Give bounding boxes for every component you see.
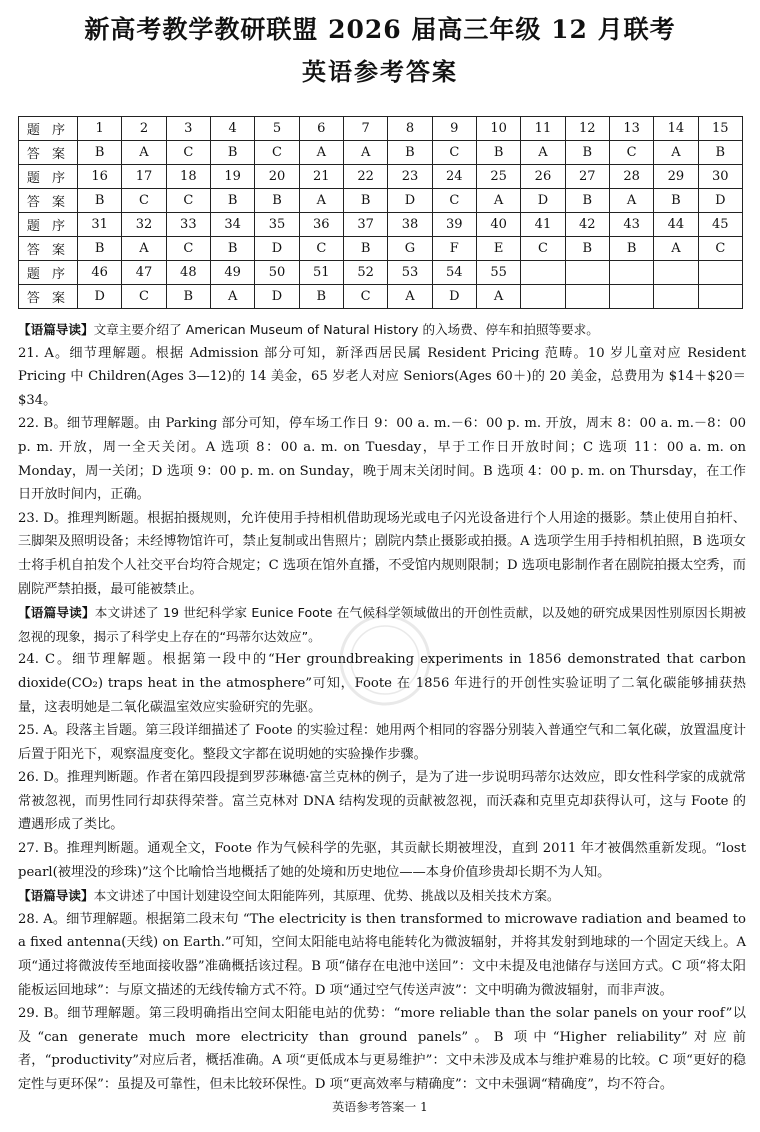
answer-explanation: 22. B。细节理解题。由 Parking 部分可知，停车场工作日 9：00 a. m.－6：00 p. m. 开放，周末 8：00 a. m.－8：00 p. m. 开放，周一全天关闭。A 选项 8：00 a. m. on Tuesday，早于工作日开放时间；C 选项 11：00 a. m. on Monday，周一关闭；D 选项 9：00 p. m. on Sunday，晚于周末关闭时间。B 选项 4：00 p. m. on Thursday，在工作日开放时间内，正确。 bbox=[18, 416, 746, 503]
question-row bbox=[19, 213, 743, 237]
question-number-cell: 10 bbox=[476, 117, 520, 141]
reading-guide-text: 本文讲述了中国计划建设空间太阳能阵列，其原理、优势、挑战以及相关技术方案。 bbox=[93, 888, 560, 904]
answer-cell: C bbox=[609, 141, 653, 165]
reading-guide-tag: 【语篇导读】 bbox=[18, 888, 94, 904]
question-row bbox=[19, 117, 743, 141]
reading-guide-text: 本文讲述了 19 世纪科学家 Eunice Foote 在气候科学领域做出的开创性贡献，以及她的研究成果因性别原因长期被忽视的现象，揭示了科学史上存在的“玛蒂尔达效应”。 bbox=[18, 605, 747, 644]
question-number-cell: 18 bbox=[166, 165, 210, 189]
question-number-cell: 2 bbox=[122, 117, 166, 141]
question-number-cell: 11 bbox=[521, 117, 565, 141]
question-number-cell: 44 bbox=[654, 213, 698, 237]
answer-cell: B bbox=[210, 141, 254, 165]
question-number-cell: 50 bbox=[255, 261, 299, 285]
question-number-cell bbox=[654, 261, 698, 285]
question-number-cell: 21 bbox=[299, 165, 343, 189]
question-number-cell: 34 bbox=[210, 213, 254, 237]
question-number-label: 题 序 bbox=[19, 117, 78, 141]
answer-cell: C bbox=[166, 189, 210, 213]
question-number-cell: 43 bbox=[609, 213, 653, 237]
question-number-cell: 19 bbox=[210, 165, 254, 189]
answer-cell: C bbox=[166, 237, 210, 261]
answer-cell bbox=[698, 285, 742, 309]
answer-cell: E bbox=[476, 237, 520, 261]
answer-cell: A bbox=[609, 189, 653, 213]
question-number-cell: 25 bbox=[476, 165, 520, 189]
answer-cell: C bbox=[343, 285, 387, 309]
answer-cell: B bbox=[299, 285, 343, 309]
answer-cell: D bbox=[698, 189, 742, 213]
answer-cell bbox=[654, 285, 698, 309]
answer-cell: B bbox=[78, 189, 122, 213]
question-number-cell: 54 bbox=[432, 261, 476, 285]
answer-cell: D bbox=[255, 285, 299, 309]
answer-cell: G bbox=[388, 237, 432, 261]
question-number-cell: 20 bbox=[255, 165, 299, 189]
answer-label: 答 案 bbox=[19, 141, 78, 165]
answer-cell: B bbox=[343, 237, 387, 261]
answer-cell: B bbox=[343, 189, 387, 213]
answer-cell: C bbox=[432, 141, 476, 165]
question-number-cell bbox=[565, 261, 609, 285]
question-number-cell: 55 bbox=[476, 261, 520, 285]
question-number-cell: 4 bbox=[210, 117, 254, 141]
question-number-cell: 32 bbox=[122, 213, 166, 237]
question-number-cell: 46 bbox=[78, 261, 122, 285]
question-number-cell bbox=[521, 261, 565, 285]
question-number-cell: 33 bbox=[166, 213, 210, 237]
answer-cell: A bbox=[654, 237, 698, 261]
question-number-cell: 26 bbox=[521, 165, 565, 189]
answer-cell: A bbox=[210, 285, 254, 309]
question-number-cell: 24 bbox=[432, 165, 476, 189]
answer-cell bbox=[609, 285, 653, 309]
question-number-cell: 8 bbox=[388, 117, 432, 141]
question-number-cell: 31 bbox=[78, 213, 122, 237]
question-number-cell: 37 bbox=[343, 213, 387, 237]
page-subtitle: 英语参考答案 bbox=[302, 58, 458, 86]
answer-cell: C bbox=[432, 189, 476, 213]
answer-cell: C bbox=[122, 189, 166, 213]
question-number-cell: 41 bbox=[521, 213, 565, 237]
question-number-cell bbox=[698, 261, 742, 285]
question-number-cell: 6 bbox=[299, 117, 343, 141]
question-number-cell: 49 bbox=[210, 261, 254, 285]
question-number-cell: 17 bbox=[122, 165, 166, 189]
question-number-cell: 42 bbox=[565, 213, 609, 237]
question-number-cell: 39 bbox=[432, 213, 476, 237]
question-number-cell: 22 bbox=[343, 165, 387, 189]
answer-cell: A bbox=[343, 141, 387, 165]
answer-cell: C bbox=[255, 141, 299, 165]
question-number-cell: 16 bbox=[78, 165, 122, 189]
question-number-cell: 13 bbox=[609, 117, 653, 141]
question-number-cell: 15 bbox=[698, 117, 742, 141]
question-number-cell: 29 bbox=[654, 165, 698, 189]
reading-guide bbox=[18, 601, 746, 648]
reading-guide bbox=[18, 884, 746, 908]
answer-row bbox=[19, 285, 743, 309]
answer-cell: B bbox=[698, 141, 742, 165]
question-number-cell: 36 bbox=[299, 213, 343, 237]
question-row bbox=[19, 261, 743, 285]
reading-guide-text: 文章主要介绍了 American Museum of Natural History 的入场费、停车和拍照等要求。 bbox=[93, 322, 599, 337]
answer-cell: C bbox=[122, 285, 166, 309]
answer-cell: B bbox=[210, 189, 254, 213]
answer-explanation: 24. C。细节理解题。根据第一段中的“Her groundbreaking experiments in 1856 demonstrated that carbon dioxide(CO₂) traps heat in the atmosphere”可知，Foote 在 1856 年进行的开创性实验证明了二氧化碳能够捕获热量，这表明她是二氧化碳温室效应实验研究的先驱。 bbox=[18, 652, 746, 715]
answer-cell bbox=[521, 285, 565, 309]
question-number-cell: 9 bbox=[432, 117, 476, 141]
answer-cell: B bbox=[78, 141, 122, 165]
explanation-text bbox=[18, 318, 746, 1097]
answer-cell: C bbox=[698, 237, 742, 261]
question-number-cell: 28 bbox=[609, 165, 653, 189]
answer-cell: D bbox=[521, 189, 565, 213]
answer-explanation: 29. B。细节理解题。第三段明确指出空间太阳能电站的优势：“more reliable than the solar panels on your roof”以及“can generate much more electricity than ground panels”。B 项中“Higher reliability”对应前者，“productivity”对应后者，概括准确。A 项“更低成本与更易维护”：文中未涉及成本与维护难易的比较。C 项“更好的稳定性与更环保”：虽提及可靠性，但未比较环保性。D 项“更高效率与精确度”：文中未强调“精确度”，均不符合。 bbox=[18, 1006, 746, 1092]
answer-cell: C bbox=[166, 141, 210, 165]
answer-row bbox=[19, 141, 743, 165]
answer-cell: B bbox=[255, 189, 299, 213]
answer-cell: A bbox=[388, 285, 432, 309]
answer-cell: B bbox=[388, 141, 432, 165]
question-row bbox=[19, 165, 743, 189]
answer-table bbox=[18, 116, 743, 309]
answer-cell: A bbox=[122, 237, 166, 261]
answer-cell: D bbox=[78, 285, 122, 309]
question-number-label: 题 序 bbox=[19, 165, 78, 189]
answer-explanation: 28. A。细节理解题。根据第二段末句 “The electricity is then transformed to microwave radiation and beamed to a fixed antenna(天线) on Earth.”可知，空间太阳能电站将电能转化为微波辐射，并将其发射到地球的一个固定天线上。A 项“通过将微波传至地面接收器”准确概括该过程。B 项“储存在电池中送回”：文中未提及电池储存与送回方式。C 项“将太阳能板运回地球”：与原文描述的无线传输方式不符。D 项“通过空气传送声波”：文中明确为微波辐射，而非声波。 bbox=[18, 911, 746, 998]
answer-cell: B bbox=[565, 141, 609, 165]
answer-cell: D bbox=[255, 237, 299, 261]
question-number-cell bbox=[609, 261, 653, 285]
question-number-cell: 45 bbox=[698, 213, 742, 237]
reading-guide-tag: 【语篇导读】 bbox=[18, 605, 95, 621]
question-number-cell: 12 bbox=[565, 117, 609, 141]
question-number-label: 题 序 bbox=[19, 261, 78, 285]
answer-cell: A bbox=[476, 189, 520, 213]
question-number-cell: 47 bbox=[122, 261, 166, 285]
question-number-cell: 53 bbox=[388, 261, 432, 285]
question-number-cell: 35 bbox=[255, 213, 299, 237]
answer-cell: A bbox=[654, 141, 698, 165]
answer-label: 答 案 bbox=[19, 189, 78, 213]
question-number-cell: 51 bbox=[299, 261, 343, 285]
answer-explanation: 23. D。推理判断题。根据拍摄规则，允许使用手持相机借助现场光或电子闪光设备进行个人用途的摄影。禁止使用自拍杆、三脚架及照明设备；未经博物馆许可，禁止复制或出售照片；剧院内禁止摄影或拍摄。A 选项学生用手持相机拍照，B 选项女士将手机自拍发个人社交平台均符合规定；C 选项在馆外直播，不受馆内规则限制；D 选项电影制作者在剧院拍摄太空秀，而剧院严禁拍摄，最可能被禁止。 bbox=[18, 510, 746, 597]
answer-cell: B bbox=[609, 237, 653, 261]
answer-label: 答 案 bbox=[19, 285, 78, 309]
answer-cell bbox=[565, 285, 609, 309]
answer-row bbox=[19, 237, 743, 261]
answer-cell: B bbox=[476, 141, 520, 165]
answer-cell: A bbox=[476, 285, 520, 309]
answer-cell: B bbox=[210, 237, 254, 261]
answer-explanation: 27. B。推理判断题。通观全文，Foote 作为气候科学的先驱，其贡献长期被埋没，直到 2011 年才被偶然重新发现。“lost pearl(被埋没的珍珠)”这个比喻恰当地概括了她的处境和历史地位——本身价值珍贵却长期不为人知。 bbox=[18, 841, 746, 880]
answer-cell: B bbox=[565, 189, 609, 213]
answer-explanation: 21. A。细节理解题。根据 Admission 部分可知，新泽西居民属 Resident Pricing 范畴。10 岁儿童对应 Resident Pricing 中 Children(Ages 3—12)的 14 美金，65 岁老人对应 Seniors(Ages 60＋)的 20 美金，总费用为 $14＋$20＝$34。 bbox=[18, 345, 746, 408]
reading-guide bbox=[18, 318, 746, 342]
answer-cell: C bbox=[299, 237, 343, 261]
answer-cell: D bbox=[388, 189, 432, 213]
question-number-cell: 23 bbox=[388, 165, 432, 189]
answer-cell: D bbox=[432, 285, 476, 309]
answer-cell: B bbox=[78, 237, 122, 261]
question-number-cell: 52 bbox=[343, 261, 387, 285]
question-number-cell: 38 bbox=[388, 213, 432, 237]
answer-label: 答 案 bbox=[19, 237, 78, 261]
answer-cell: B bbox=[654, 189, 698, 213]
answer-cell: A bbox=[521, 141, 565, 165]
answer-row bbox=[19, 189, 743, 213]
answer-cell: A bbox=[122, 141, 166, 165]
question-number-cell: 30 bbox=[698, 165, 742, 189]
answer-cell: B bbox=[166, 285, 210, 309]
reading-guide-tag: 【语篇导读】 bbox=[18, 322, 94, 337]
page-footer: 英语参考答案一 1 bbox=[332, 1100, 428, 1114]
question-number-cell: 1 bbox=[78, 117, 122, 141]
answer-cell: C bbox=[521, 237, 565, 261]
question-number-cell: 48 bbox=[166, 261, 210, 285]
question-number-cell: 27 bbox=[565, 165, 609, 189]
page-title: 新高考教学教研联盟 2026 届高三年级 12 月联考 bbox=[84, 15, 676, 44]
question-number-cell: 3 bbox=[166, 117, 210, 141]
answer-cell: A bbox=[299, 141, 343, 165]
answer-cell: A bbox=[299, 189, 343, 213]
question-number-label: 题 序 bbox=[19, 213, 78, 237]
question-number-cell: 40 bbox=[476, 213, 520, 237]
question-number-cell: 14 bbox=[654, 117, 698, 141]
question-number-cell: 7 bbox=[343, 117, 387, 141]
answer-explanation: 26. D。推理判断题。作者在第四段提到罗莎琳德·富兰克林的例子，是为了进一步说明玛蒂尔达效应，即女性科学家的成就常常被忽视，而男性同行却获得荣誉。富兰克林对 DNA 结构发现的贡献被忽视，而沃森和克里克却获得认可，这与 Foote 的遭遇形成了类比。 bbox=[18, 770, 746, 833]
answer-explanation: 25. A。段落主旨题。第三段详细描述了 Foote 的实验过程：她用两个相同的容器分别装入普通空气和二氧化碳，放置温度计后置于阳光下，观察温度变化。整段文字都在说明她的实验操作步骤。 bbox=[18, 723, 746, 762]
answer-cell: F bbox=[432, 237, 476, 261]
question-number-cell: 5 bbox=[255, 117, 299, 141]
answer-cell: B bbox=[565, 237, 609, 261]
